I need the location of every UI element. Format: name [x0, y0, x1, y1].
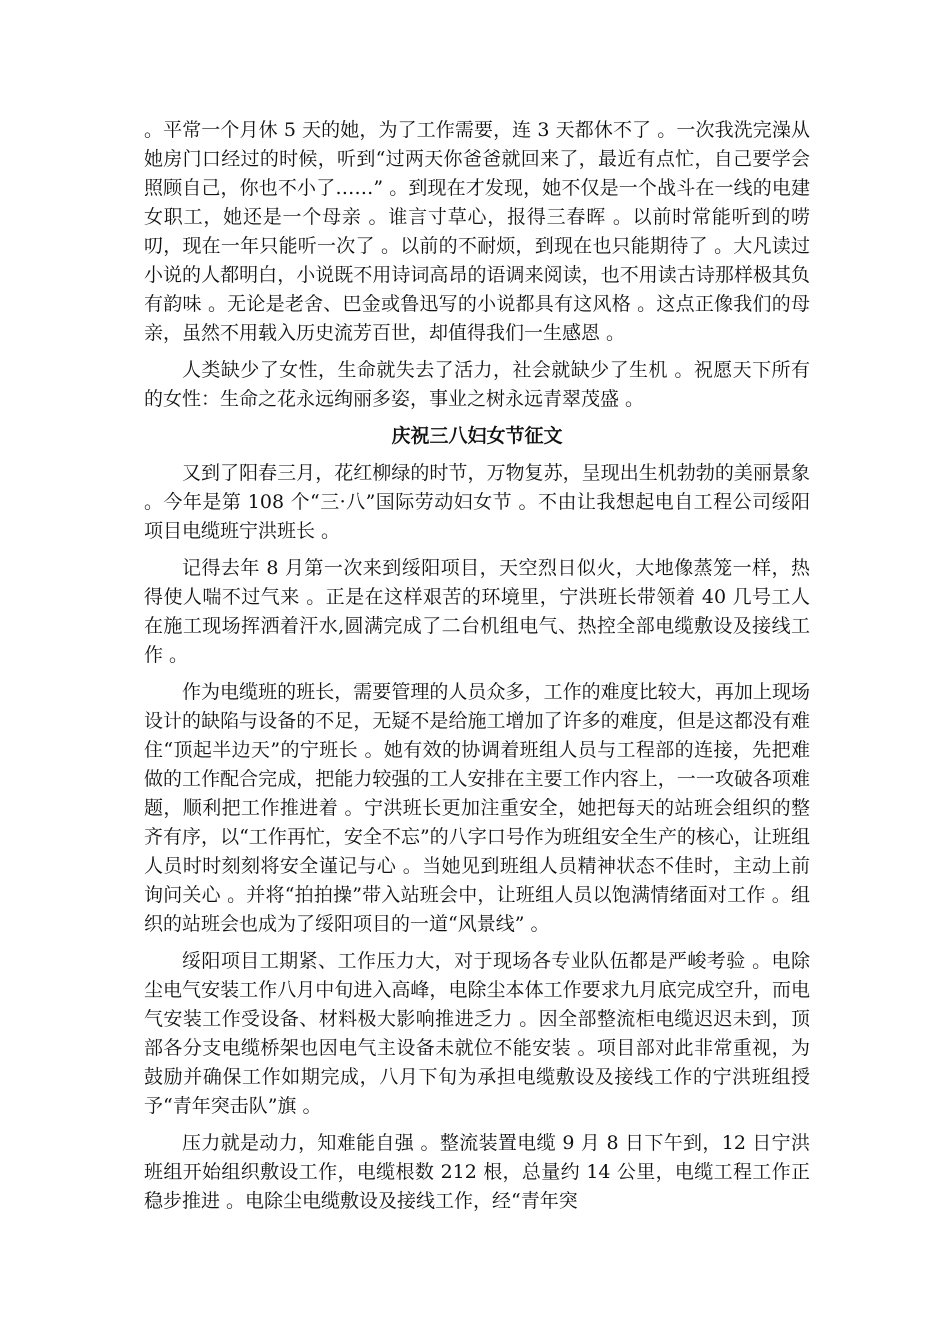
article-title: 庆祝三八妇女节征文: [391, 425, 563, 447]
document-page: [144, 116, 810, 1224]
paragraph-2: 人类缺少了女性，生命就失去了活力，社会就缺少了生机 。祝愿天下所有的女性：生命之花永远绚丽多姿，事业之树永远青翠茂盛 。: [144, 359, 810, 410]
paragraph-7: 压力就是动力，知难能自强 。整流装置电缆 9 月 8 日下午到，12 日宁洪班组开始组织敷设工作，电缆根数 212 根，总量约 14 公里，电缆工程工作正稳步推进 。电除尘电缆敷设及接线工作，经“青年突: [144, 1132, 810, 1212]
paragraph-4: 记得去年 8 月第一次来到绥阳项目，天空烈日似火，大地像蒸笼一样，热得使人喘不过气来 。正是在这样艰苦的环境里，宁洪班长带领着 40 几号工人在施工现场挥洒着汗水,圆满完成了二台机组电气、热控全部电缆敷设及接线工作 。: [144, 557, 810, 666]
paragraph-6: 绥阳项目工期紧、工作压力大，对于现场各专业队伍都是严峻考验 。电除尘电气安装工作八月中旬进入高峰，电除尘本体工作要求九月底完成空升，而电气安装工作受设备、材料极大影响推进乏力 。因全部整流柜电缆迟迟未到，顶部各分支电缆桥架也因电气主设备未就位不能安装 。项目部对此非常重视，为鼓励并确保工作如期完成，八月下旬为承担电缆敷设及接线工作的宁洪班组授予“青年突击队”旗 。: [144, 950, 810, 1117]
paragraph-1: 。平常一个月休 5 天的她，为了工作需要，连 3 天都休不了 。一次我洗完澡从她房门口经过的时候，听到“过两天你爸爸就回来了，最近有点忙，自己要学会照顾自己，你也不小了……” 。到现在才发现，她不仅是一个战斗在一线的电建女职工，她还是一个母亲 。谁言寸草心，报得三春晖 。以前时常能听到的唠叨，现在一年只能听一次了 。以前的不耐烦，到现在也只能期待了 。大凡读过小说的人都明白，小说既不用诗词高昂的语调来阅读，也不用读古诗那样极其负有韵味 。无论是老舍、巴金或鲁迅写的小说都具有这风格 。这点正像我们的母亲，虽然不用载入历史流芳百世，却值得我们一生感恩 。: [144, 119, 810, 344]
paragraph-3: 又到了阳春三月，花红柳绿的时节，万物复苏，呈现出生机勃勃的美丽景象 。今年是第 108 个“三·八”国际劳动妇女节 。不由让我想起电自工程公司绥阳项目电缆班宁洪班长 。: [144, 462, 810, 542]
paragraph-5: 作为电缆班的班长，需要管理的人员众多，工作的难度比较大，再加上现场设计的缺陷与设备的不足，无疑不是给施工增加了许多的难度，但是这都没有难住“顶起半边天”的宁班长 。她有效的协调着班组人员与工程部的连接，先把难做的工作配合完成，把能力较强的工人安排在主要工作内容上，一一攻破各项难题，顺利把工作推进着 。宁洪班长更加注重安全，她把每天的站班会组织的整齐有序，以“工作再忙，安全不忘”的八字口号作为班组安全生产的核心，让班组人员时时刻刻将安全谨记与心 。当她见到班组人员精神状态不佳时，主动上前询问关心 。并将“拍拍操”带入站班会中，让班组人员以饱满情绪面对工作 。组织的站班会也成为了绥阳项目的一道“风景线” 。: [144, 681, 810, 935]
